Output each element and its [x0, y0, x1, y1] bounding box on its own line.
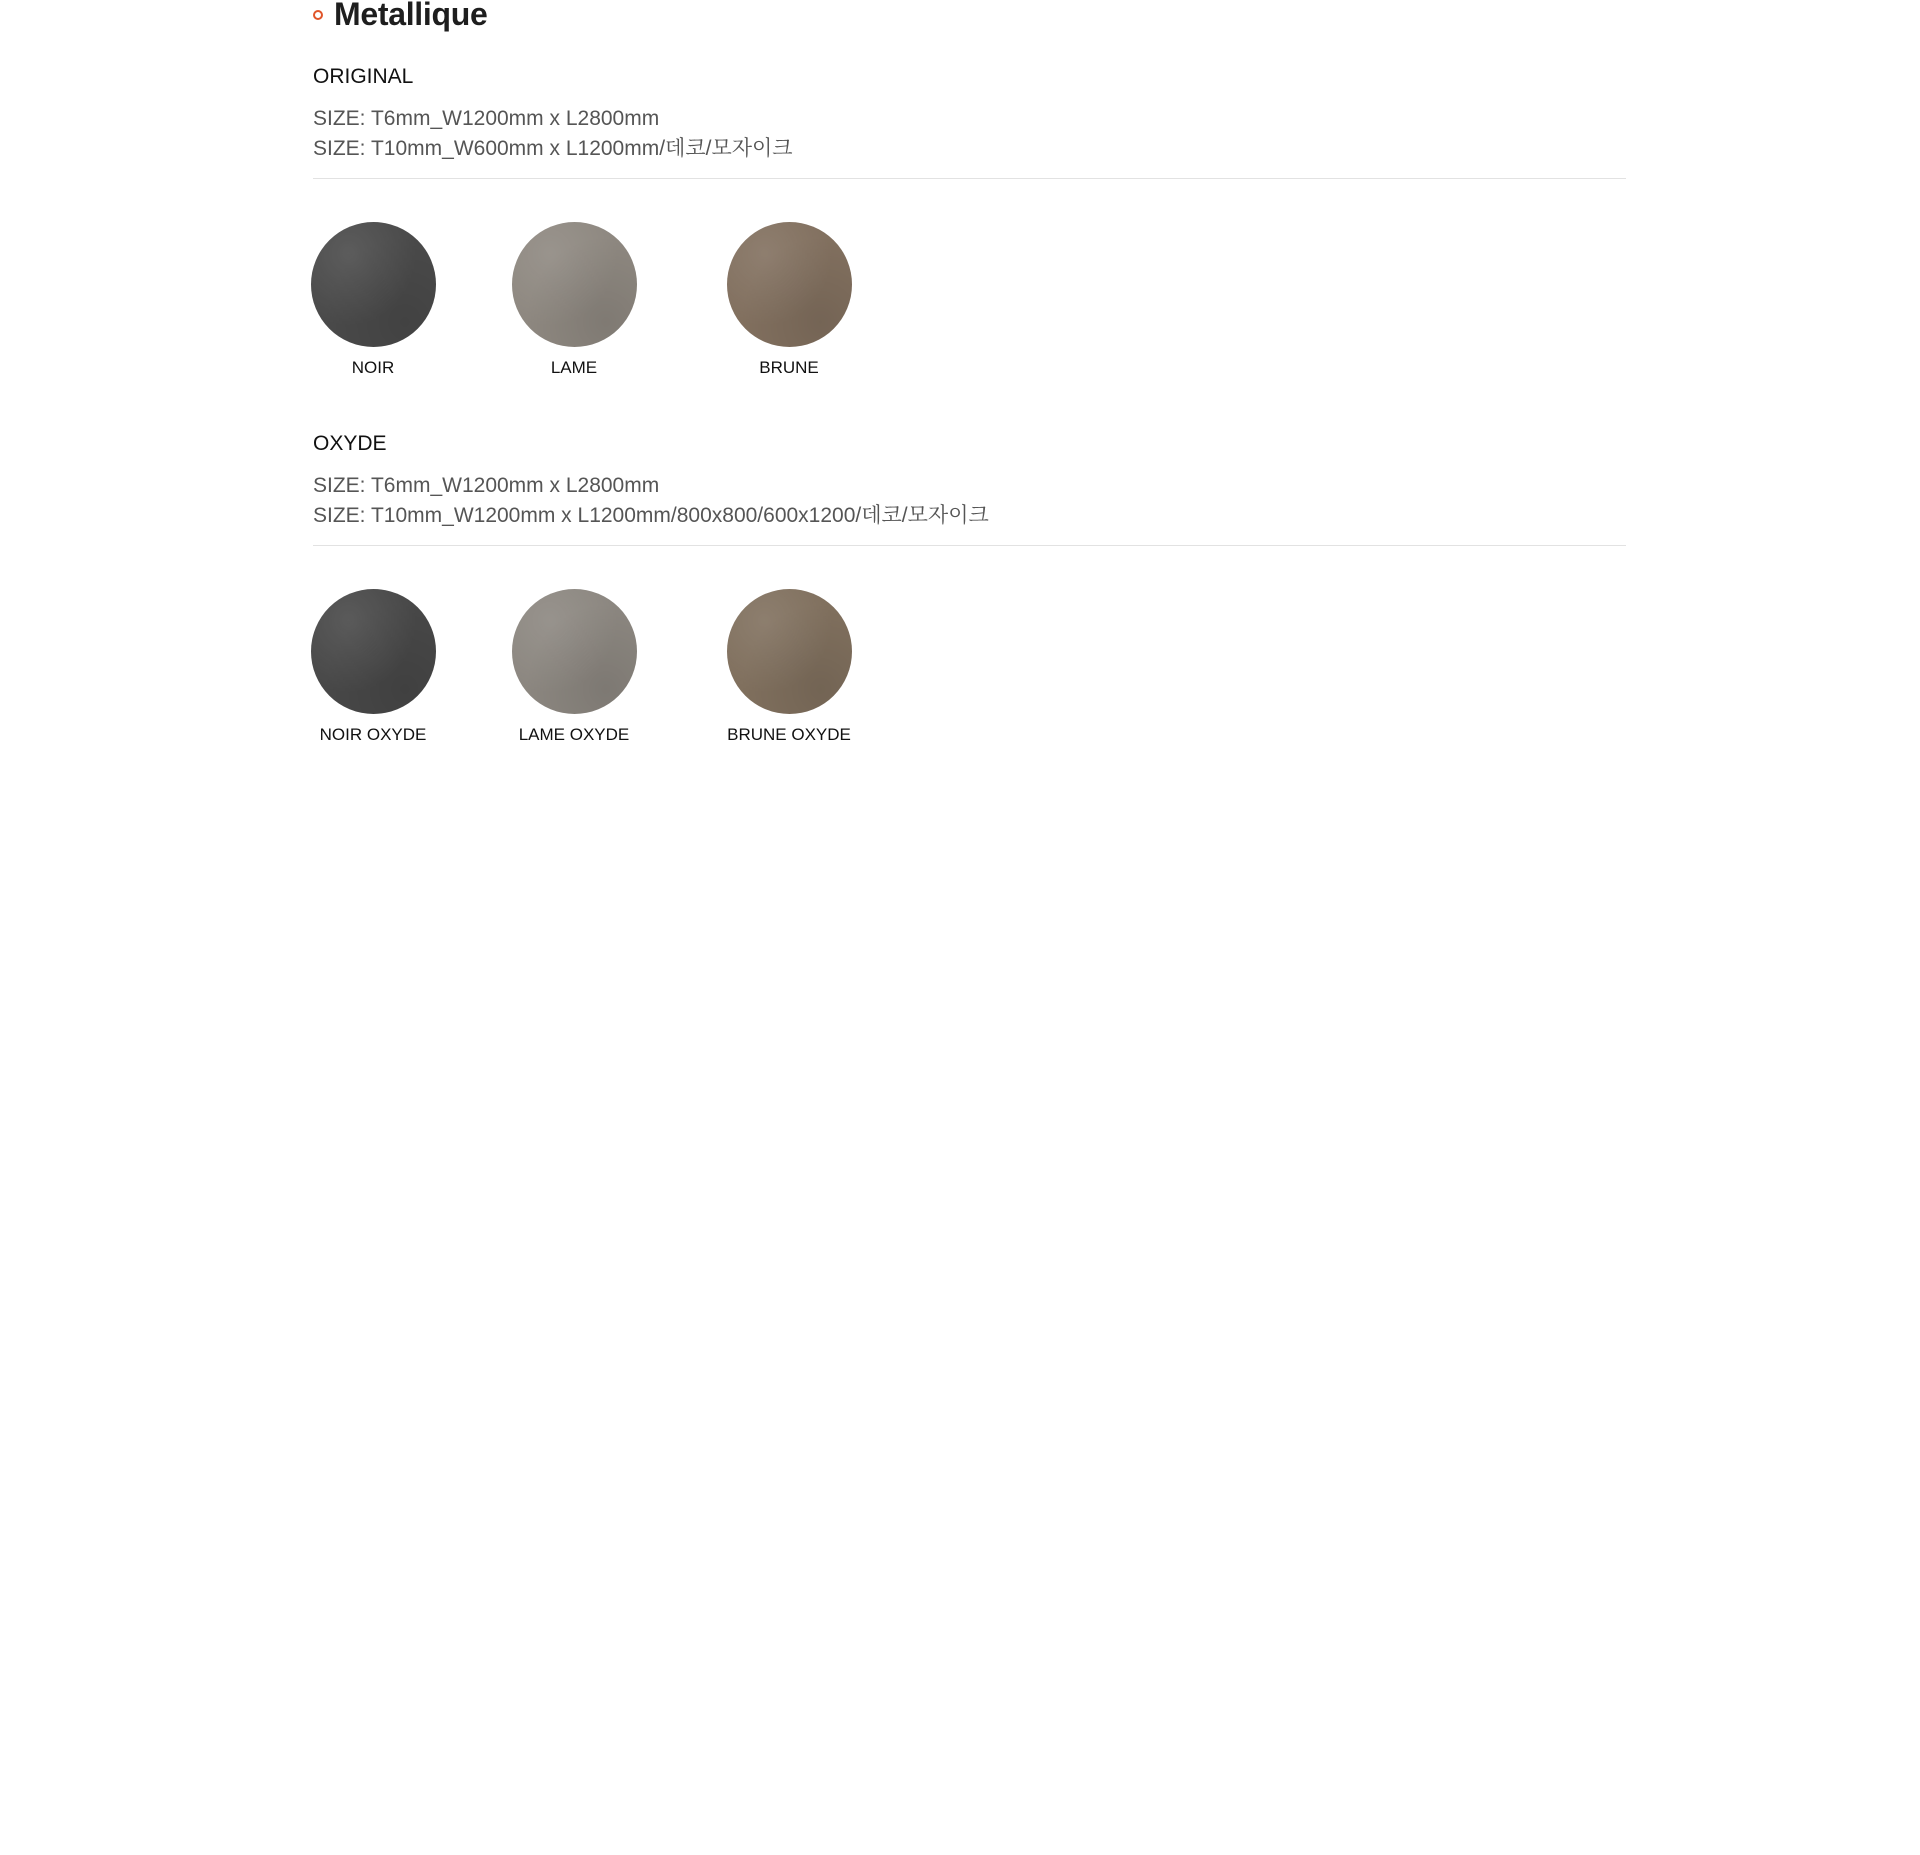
- swatch-image[interactable]: [512, 589, 637, 714]
- swatch-brune[interactable]: [709, 222, 869, 379]
- swatch-label: LAME OXYDE: [518, 725, 630, 744]
- size-line: SIZE: T6mm_W1200mm x L2800mm: [313, 107, 660, 130]
- swatch-label: LAME: [550, 358, 598, 377]
- section-name: OXYDE: [313, 432, 387, 455]
- swatch-lame[interactable]: [494, 222, 654, 379]
- swatch-noir-oxyde[interactable]: [293, 589, 453, 746]
- swatch-image[interactable]: [727, 222, 852, 347]
- swatch-label: NOIR: [351, 358, 395, 377]
- swatch-lame-oxyde[interactable]: [494, 589, 654, 746]
- swatch-image[interactable]: [727, 589, 852, 714]
- size-list: [313, 471, 1626, 531]
- swatch-label: NOIR OXYDE: [319, 725, 427, 744]
- swatch-brune-oxyde[interactable]: [709, 589, 869, 746]
- swatch-row: [313, 222, 1626, 392]
- swatch-image[interactable]: [311, 589, 436, 714]
- size-line: SIZE: T10mm_W1200mm x L1200mm/800x800/600x1200/데코/모자이크: [313, 504, 989, 527]
- section-oxyde: [313, 431, 1626, 759]
- section-original: [313, 64, 1626, 392]
- swatch-label: BRUNE: [759, 358, 819, 377]
- swatch-image[interactable]: [311, 222, 436, 347]
- size-list: [313, 104, 1626, 164]
- section-name: ORIGINAL: [313, 65, 414, 88]
- divider: [313, 545, 1626, 546]
- swatch-row: [313, 589, 1626, 759]
- circle-bullet-icon: [313, 10, 323, 20]
- page-title: [313, 0, 487, 36]
- swatch-image[interactable]: [512, 222, 637, 347]
- page-title-text: Metallique: [334, 0, 488, 32]
- size-line: SIZE: T10mm_W600mm x L1200mm/데코/모자이크: [313, 137, 793, 160]
- size-line: SIZE: T6mm_W1200mm x L2800mm: [313, 474, 660, 497]
- divider: [313, 178, 1626, 179]
- swatch-noir[interactable]: [293, 222, 453, 379]
- swatch-label: BRUNE OXYDE: [727, 725, 851, 744]
